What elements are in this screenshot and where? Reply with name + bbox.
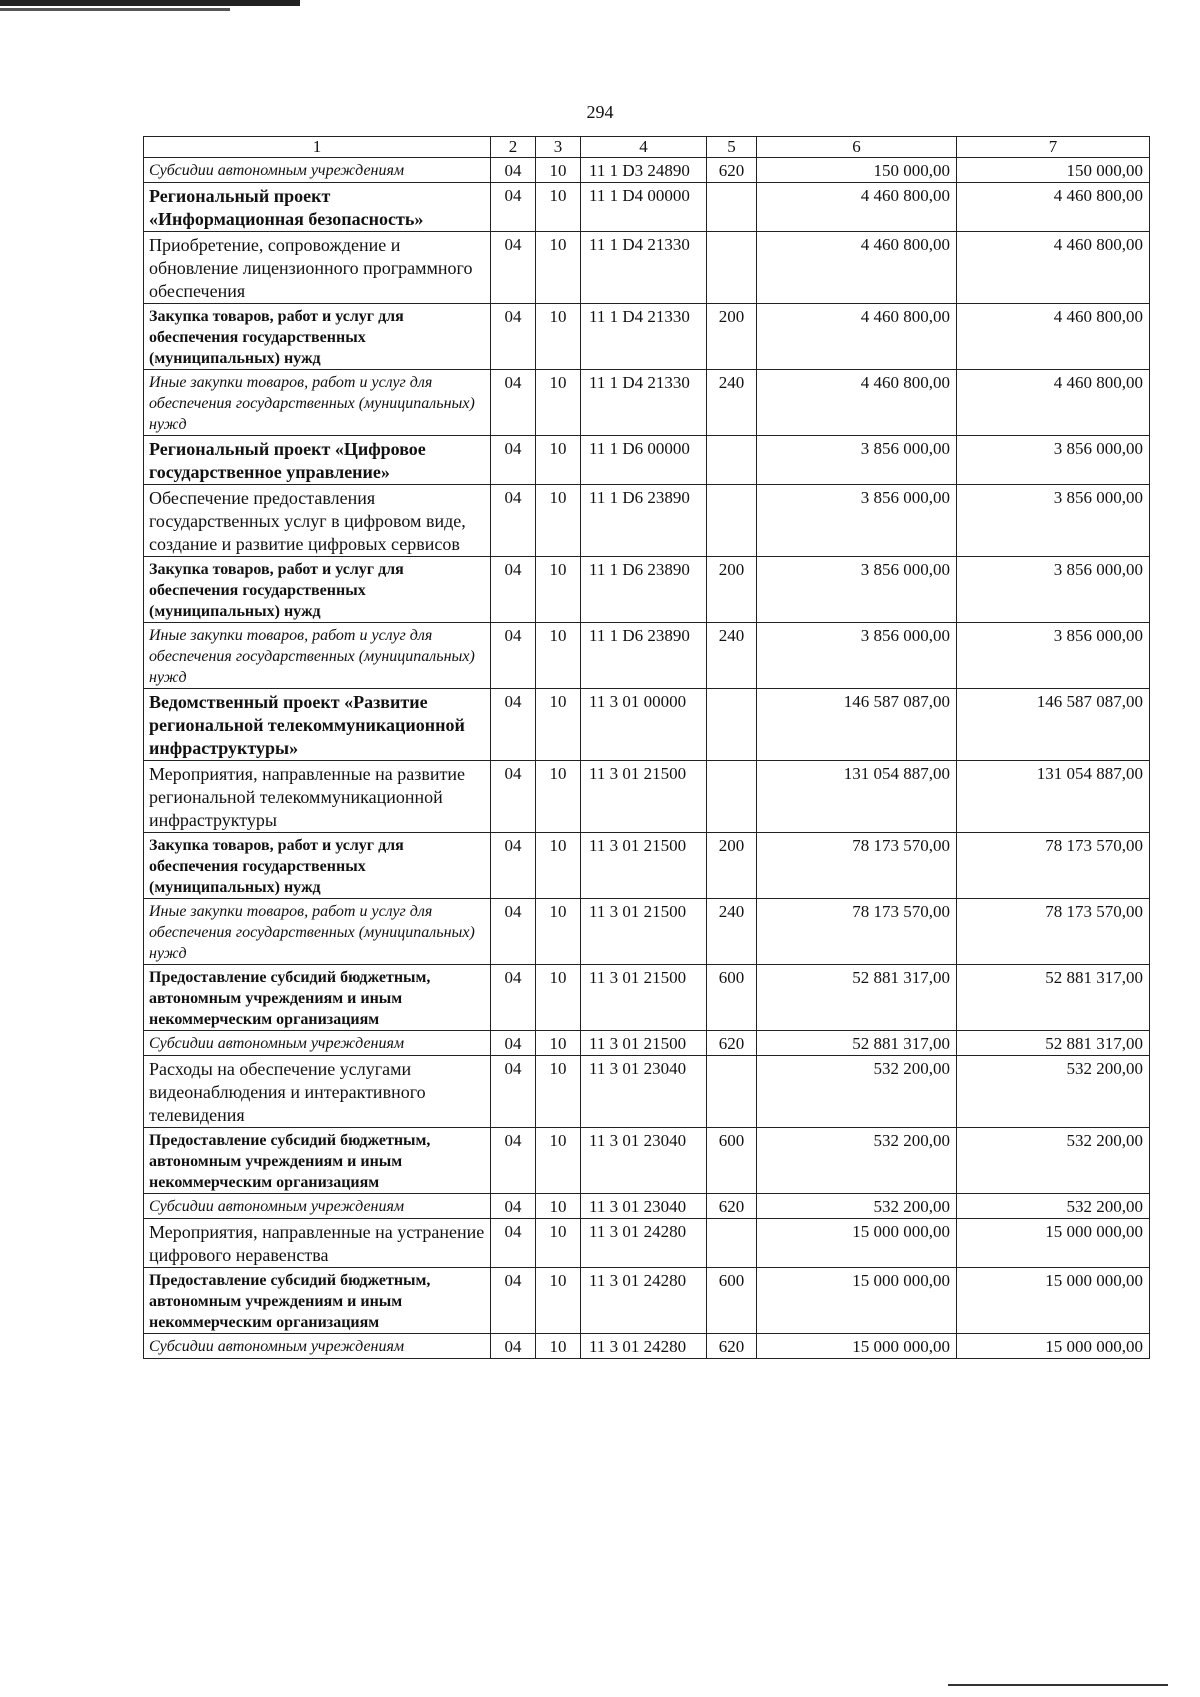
row-amount-year2: 3 856 000,00 (957, 623, 1150, 689)
row-name: Иные закупки товаров, работ и услуг для обеспечения государственных (муниципальных) нужд (144, 623, 491, 689)
row-amount-year2: 532 200,00 (957, 1128, 1150, 1194)
row-amount-year1: 15 000 000,00 (757, 1219, 957, 1268)
row-amount-year1: 131 054 887,00 (757, 761, 957, 833)
row-amount-year1: 3 856 000,00 (757, 436, 957, 485)
row-subsection-code: 10 (536, 1031, 581, 1056)
table-row (144, 1194, 1150, 1219)
row-section-code: 04 (491, 1268, 536, 1334)
row-amount-year2: 146 587 087,00 (957, 689, 1150, 761)
row-amount-year1: 52 881 317,00 (757, 965, 957, 1031)
row-amount-year2: 52 881 317,00 (957, 1031, 1150, 1056)
col-header-7: 7 (957, 137, 1150, 158)
row-section-code: 04 (491, 1334, 536, 1359)
row-name: Ведомственный проект «Развитие региональной телекоммуникационной инфраструктуры» (144, 689, 491, 761)
row-subsection-code: 10 (536, 232, 581, 304)
table-row (144, 158, 1150, 183)
row-target-article: 11 3 01 21500 (581, 965, 707, 1031)
row-amount-year2: 131 054 887,00 (957, 761, 1150, 833)
row-name: Мероприятия, направленные на устранение цифрового неравенства (144, 1219, 491, 1268)
table-row (144, 370, 1150, 436)
row-name: Закупка товаров, работ и услуг для обеспечения государственных (муниципальных) нужд (144, 833, 491, 899)
table-row (144, 1031, 1150, 1056)
row-subsection-code: 10 (536, 623, 581, 689)
row-subsection-code: 10 (536, 761, 581, 833)
row-amount-year1: 78 173 570,00 (757, 833, 957, 899)
row-section-code: 04 (491, 1194, 536, 1219)
scan-edge-mark (0, 0, 300, 6)
row-name: Субсидии автономным учреждениям (144, 158, 491, 183)
row-amount-year1: 4 460 800,00 (757, 370, 957, 436)
table-row (144, 232, 1150, 304)
row-target-article: 11 3 01 24280 (581, 1219, 707, 1268)
row-expense-type (707, 485, 757, 557)
row-section-code: 04 (491, 158, 536, 183)
row-target-article: 11 1 D4 21330 (581, 232, 707, 304)
table-row (144, 623, 1150, 689)
row-target-article: 11 3 01 21500 (581, 899, 707, 965)
row-amount-year2: 78 173 570,00 (957, 899, 1150, 965)
row-section-code: 04 (491, 761, 536, 833)
row-name: Иные закупки товаров, работ и услуг для обеспечения государственных (муниципальных) нужд (144, 370, 491, 436)
row-target-article: 11 1 D6 23890 (581, 557, 707, 623)
row-amount-year1: 15 000 000,00 (757, 1268, 957, 1334)
row-expense-type: 600 (707, 965, 757, 1031)
row-subsection-code: 10 (536, 899, 581, 965)
row-name: Приобретение, сопровождение и обновление лицензионного программного обеспечения (144, 232, 491, 304)
row-target-article: 11 1 D6 23890 (581, 623, 707, 689)
row-target-article: 11 3 01 23040 (581, 1128, 707, 1194)
row-amount-year1: 3 856 000,00 (757, 623, 957, 689)
table-row (144, 1268, 1150, 1334)
row-section-code: 04 (491, 1128, 536, 1194)
row-amount-year1: 78 173 570,00 (757, 899, 957, 965)
row-amount-year2: 150 000,00 (957, 158, 1150, 183)
row-target-article: 11 3 01 23040 (581, 1194, 707, 1219)
row-expense-type (707, 1219, 757, 1268)
row-name: Субсидии автономным учреждениям (144, 1194, 491, 1219)
scan-edge-mark-2 (0, 8, 230, 11)
row-section-code: 04 (491, 623, 536, 689)
row-expense-type (707, 689, 757, 761)
row-target-article: 11 3 01 21500 (581, 833, 707, 899)
row-amount-year1: 532 200,00 (757, 1056, 957, 1128)
row-section-code: 04 (491, 183, 536, 232)
row-subsection-code: 10 (536, 304, 581, 370)
row-expense-type: 620 (707, 1334, 757, 1359)
row-subsection-code: 10 (536, 183, 581, 232)
column-number-row (144, 137, 1150, 158)
row-subsection-code: 10 (536, 1334, 581, 1359)
row-amount-year1: 146 587 087,00 (757, 689, 957, 761)
row-amount-year2: 4 460 800,00 (957, 370, 1150, 436)
row-name: Предоставление субсидий бюджетным, автономным учреждениям и иным некоммерческим организациям (144, 1128, 491, 1194)
row-target-article: 11 1 D4 00000 (581, 183, 707, 232)
row-amount-year2: 3 856 000,00 (957, 557, 1150, 623)
row-amount-year2: 532 200,00 (957, 1194, 1150, 1219)
row-section-code: 04 (491, 304, 536, 370)
row-target-article: 11 1 D3 24890 (581, 158, 707, 183)
row-subsection-code: 10 (536, 557, 581, 623)
table-row (144, 1128, 1150, 1194)
table-row (144, 304, 1150, 370)
row-amount-year1: 15 000 000,00 (757, 1334, 957, 1359)
col-header-6: 6 (757, 137, 957, 158)
row-expense-type (707, 183, 757, 232)
row-amount-year2: 78 173 570,00 (957, 833, 1150, 899)
row-target-article: 11 1 D4 21330 (581, 304, 707, 370)
row-target-article: 11 1 D6 23890 (581, 485, 707, 557)
table-row (144, 1334, 1150, 1359)
row-expense-type: 620 (707, 1031, 757, 1056)
row-amount-year1: 532 200,00 (757, 1128, 957, 1194)
table-row (144, 965, 1150, 1031)
row-section-code: 04 (491, 689, 536, 761)
row-amount-year1: 150 000,00 (757, 158, 957, 183)
row-target-article: 11 3 01 21500 (581, 761, 707, 833)
row-expense-type: 600 (707, 1128, 757, 1194)
row-expense-type: 240 (707, 370, 757, 436)
row-subsection-code: 10 (536, 158, 581, 183)
row-subsection-code: 10 (536, 833, 581, 899)
row-name: Расходы на обеспечение услугами видеонаблюдения и интерактивного телевидения (144, 1056, 491, 1128)
row-target-article: 11 3 01 24280 (581, 1334, 707, 1359)
row-expense-type: 240 (707, 899, 757, 965)
row-section-code: 04 (491, 1031, 536, 1056)
col-header-4: 4 (581, 137, 707, 158)
row-amount-year2: 15 000 000,00 (957, 1268, 1150, 1334)
row-expense-type: 200 (707, 304, 757, 370)
row-amount-year1: 4 460 800,00 (757, 304, 957, 370)
row-name: Региональный проект «Информационная безопасность» (144, 183, 491, 232)
table-row (144, 1056, 1150, 1128)
row-name: Иные закупки товаров, работ и услуг для обеспечения государственных (муниципальных) нужд (144, 899, 491, 965)
row-subsection-code: 10 (536, 965, 581, 1031)
row-expense-type: 200 (707, 833, 757, 899)
table-row (144, 1219, 1150, 1268)
row-amount-year2: 3 856 000,00 (957, 485, 1150, 557)
col-header-5: 5 (707, 137, 757, 158)
row-subsection-code: 10 (536, 370, 581, 436)
row-expense-type: 200 (707, 557, 757, 623)
row-amount-year1: 4 460 800,00 (757, 232, 957, 304)
row-expense-type (707, 1056, 757, 1128)
row-name: Закупка товаров, работ и услуг для обеспечения государственных (муниципальных) нужд (144, 557, 491, 623)
row-section-code: 04 (491, 370, 536, 436)
row-amount-year1: 532 200,00 (757, 1194, 957, 1219)
row-amount-year2: 3 856 000,00 (957, 436, 1150, 485)
row-expense-type: 600 (707, 1268, 757, 1334)
row-name: Предоставление субсидий бюджетным, автономным учреждениям и иным некоммерческим организациям (144, 1268, 491, 1334)
row-section-code: 04 (491, 965, 536, 1031)
row-expense-type (707, 232, 757, 304)
row-section-code: 04 (491, 557, 536, 623)
row-amount-year2: 52 881 317,00 (957, 965, 1150, 1031)
row-section-code: 04 (491, 436, 536, 485)
row-section-code: 04 (491, 1056, 536, 1128)
table-row (144, 761, 1150, 833)
col-header-1: 1 (144, 137, 491, 158)
row-name: Предоставление субсидий бюджетным, автономным учреждениям и иным некоммерческим организациям (144, 965, 491, 1031)
row-amount-year1: 4 460 800,00 (757, 183, 957, 232)
row-subsection-code: 10 (536, 1219, 581, 1268)
row-section-code: 04 (491, 1219, 536, 1268)
col-header-2: 2 (491, 137, 536, 158)
table-row (144, 833, 1150, 899)
row-section-code: 04 (491, 899, 536, 965)
row-amount-year2: 4 460 800,00 (957, 183, 1150, 232)
row-amount-year2: 4 460 800,00 (957, 304, 1150, 370)
row-amount-year2: 15 000 000,00 (957, 1219, 1150, 1268)
table-row (144, 485, 1150, 557)
row-subsection-code: 10 (536, 1128, 581, 1194)
row-expense-type: 620 (707, 158, 757, 183)
row-name: Субсидии автономным учреждениям (144, 1334, 491, 1359)
row-amount-year1: 52 881 317,00 (757, 1031, 957, 1056)
row-subsection-code: 10 (536, 1056, 581, 1128)
budget-table (143, 136, 1150, 1359)
row-subsection-code: 10 (536, 485, 581, 557)
budget-table-container (143, 136, 1149, 1359)
row-expense-type: 240 (707, 623, 757, 689)
row-expense-type: 620 (707, 1194, 757, 1219)
row-amount-year2: 532 200,00 (957, 1056, 1150, 1128)
row-amount-year1: 3 856 000,00 (757, 485, 957, 557)
row-name: Обеспечение предоставления государственных услуг в цифровом виде, создание и развитие цифровых сервисов (144, 485, 491, 557)
row-target-article: 11 3 01 00000 (581, 689, 707, 761)
row-subsection-code: 10 (536, 689, 581, 761)
row-subsection-code: 10 (536, 436, 581, 485)
row-amount-year2: 15 000 000,00 (957, 1334, 1150, 1359)
table-row (144, 689, 1150, 761)
row-section-code: 04 (491, 232, 536, 304)
page-number: 294 (586, 102, 614, 122)
row-target-article: 11 1 D4 21330 (581, 370, 707, 436)
col-header-3: 3 (536, 137, 581, 158)
row-amount-year1: 3 856 000,00 (757, 557, 957, 623)
row-amount-year2: 4 460 800,00 (957, 232, 1150, 304)
row-target-article: 11 1 D6 00000 (581, 436, 707, 485)
row-name: Закупка товаров, работ и услуг для обеспечения государственных (муниципальных) нужд (144, 304, 491, 370)
row-name: Региональный проект «Цифровое государственное управление» (144, 436, 491, 485)
row-section-code: 04 (491, 833, 536, 899)
table-row (144, 557, 1150, 623)
table-row (144, 899, 1150, 965)
row-expense-type (707, 436, 757, 485)
footer-rule (948, 1684, 1168, 1686)
row-expense-type (707, 761, 757, 833)
row-target-article: 11 3 01 23040 (581, 1056, 707, 1128)
row-subsection-code: 10 (536, 1194, 581, 1219)
row-section-code: 04 (491, 485, 536, 557)
table-row (144, 436, 1150, 485)
row-target-article: 11 3 01 24280 (581, 1268, 707, 1334)
row-name: Субсидии автономным учреждениям (144, 1031, 491, 1056)
table-row (144, 183, 1150, 232)
row-name: Мероприятия, направленные на развитие региональной телекоммуникационной инфраструктуры (144, 761, 491, 833)
row-subsection-code: 10 (536, 1268, 581, 1334)
row-target-article: 11 3 01 21500 (581, 1031, 707, 1056)
